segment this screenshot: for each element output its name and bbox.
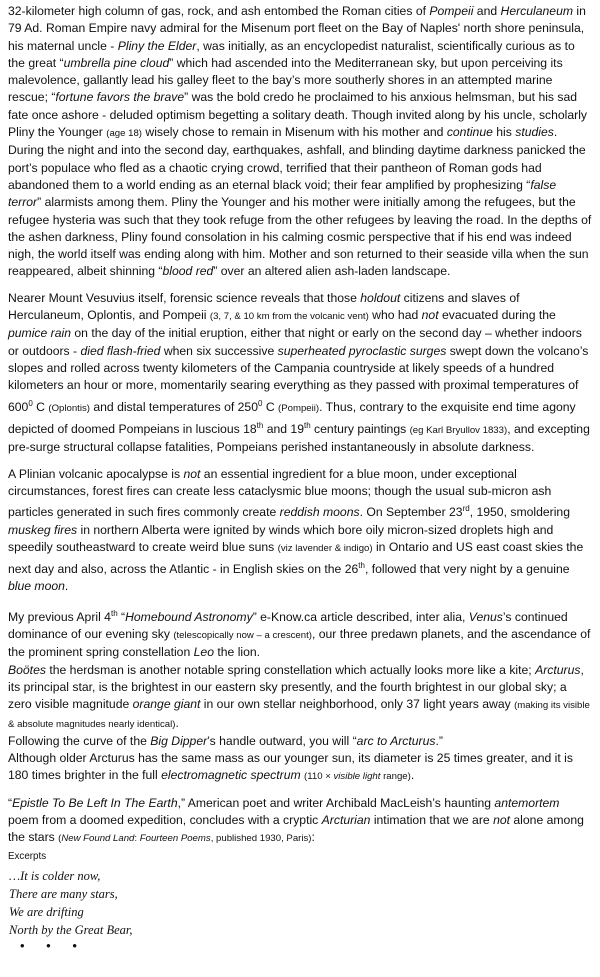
text-run: , was initially, as an encyclopedist naturalist, scientifically curious as to the great “	[8, 38, 575, 70]
text-run: century paintings	[310, 421, 410, 436]
poem-line: There are many stars,	[9, 886, 118, 901]
text-run: studies	[515, 125, 554, 140]
text-run: and distal temperatures of 250	[89, 399, 258, 414]
text-run: on the day of the initial eruption, either that night or early on the second day – whether indoors or outdoors -	[8, 326, 582, 358]
text-run: Venus	[468, 609, 503, 624]
text-run: not	[183, 466, 201, 481]
text-run: umbrella pine cloud	[63, 55, 170, 70]
text-run: 0	[258, 398, 263, 408]
text-run: , and excepting pre-surge structural collapse fatalities, Pompeians perished instantaneously in absolute darkness.	[8, 421, 590, 455]
text-run: , its principal star, is the brightest in our eastern sky presently, and the fourth brightest in our global sky; a zero visible magnitude	[8, 662, 584, 712]
text-run: Nearer Mount Vesuvius itself, forensic science reveals that those	[8, 290, 361, 305]
text-run: (age 18)	[106, 128, 142, 140]
text-run: Pompeii	[429, 4, 474, 18]
text-run: (Pompeii)	[278, 402, 320, 414]
text-run: Herculaneum	[500, 4, 573, 18]
text-run: holdout	[360, 290, 401, 305]
text-run: poem from a doomed expedition, concludes with a cryptic	[8, 813, 322, 828]
text-run: visible light	[333, 771, 381, 783]
text-run: 0	[28, 398, 33, 408]
text-run: Fourteen Poems	[139, 833, 211, 845]
text-run: ” e-Know.ca article described, inter alia,	[252, 609, 469, 624]
text-run: orange giant	[132, 697, 201, 712]
text-run: (telescopically now – a crescent)	[173, 630, 312, 642]
text-run: his	[492, 125, 516, 140]
text-run: Boötes	[8, 662, 46, 677]
text-run: Big Dipper	[150, 733, 208, 748]
text-run: continue	[446, 125, 493, 140]
text-run: Pliny the Elder	[117, 38, 197, 53]
paragraph-arcturus	[8, 605, 592, 786]
text-run: (Oplontis)	[48, 402, 90, 414]
text-run: Leo	[193, 645, 214, 660]
ellipsis-dots: • • •	[20, 938, 86, 954]
text-run: reddish moons	[279, 505, 360, 520]
text-run: ” over an altered alien ash-laden landscape.	[213, 264, 451, 279]
text-run: electromagnetic spectrum	[161, 768, 301, 783]
paragraph-epistle	[8, 795, 592, 848]
text-run: (viz lavender & indigo)	[277, 542, 373, 554]
text-run: the lion.	[213, 645, 261, 660]
text-run: not	[421, 308, 439, 323]
text-run: (making its visible & absolute magnitudes nearly identical)	[8, 700, 590, 730]
text-run: citizens and slaves of Herculaneum, Oplontis, and Pompeii	[8, 290, 520, 323]
text-run: ” alarmists among them. Pliny the Younger and his mother were initially among the refugees, but the refugee hysteria was such that they took refuge from the other refugees by leaving the road. In the depths of the ashen darkness, Pliny found consolation in his calming cosmic perspective that if his end was indeed nigh, the world itself was ending along with him. Mother and son returned to their seaside villa when the sun reappeared, albeit shinning “	[8, 195, 592, 279]
text-run: died flash-fried	[80, 343, 161, 358]
text-run: th	[110, 608, 118, 618]
paragraph-pliny	[8, 3, 592, 281]
text-run: alone among the stars	[8, 813, 584, 845]
text-run: (3, 7, & 10 km from the volcanic vent)	[209, 311, 369, 323]
text-run: A Plinian volcanic apocalypse is	[8, 466, 184, 481]
text-run: (	[58, 833, 62, 845]
text-run: Following the curve of the	[8, 733, 151, 748]
text-run: .	[410, 768, 415, 783]
text-run: th	[358, 561, 365, 571]
text-run: when six successive	[160, 343, 278, 358]
text-run: Although older Arcturus has the same mass as our younger sun, its diameter is 25 times greater, and it is 180 times brighter in the full	[8, 751, 573, 783]
text-run: .”	[435, 733, 443, 748]
text-run: swept down the volcano’s slopes and rolled across twenty kilometers of the Campania countryside at likely speeds of a hundred kilometers an hour or more, momentarily searing everything as they passed with proximal temperatures of 600	[8, 343, 589, 414]
text-run: and 19	[263, 421, 304, 436]
text-run: wisely chose to remain in Misenum with his mother and	[142, 125, 447, 140]
text-run: in 79 Ad. Roman Empire navy admiral for the Misenum port fleet on the Bay of Naples' north shore peninsula, his maternal uncle -	[8, 4, 586, 53]
text-run: who had	[368, 308, 422, 323]
text-run: (110 ×	[304, 771, 334, 783]
excerpt-label: Excerpts	[8, 850, 47, 862]
text-run: blood red	[162, 264, 214, 279]
text-run: false terror	[8, 177, 557, 210]
text-run: :	[134, 833, 140, 845]
paragraph-pyroclastic-surges	[8, 290, 592, 457]
poem-line: …It is colder now,	[9, 868, 101, 883]
text-run: :	[311, 830, 315, 845]
text-run: , 1950, smoldering	[469, 505, 570, 520]
text-run: “	[8, 795, 13, 810]
text-run: not	[493, 813, 511, 828]
text-run: th	[304, 420, 311, 430]
text-run: in northern Alberta were ignited by winds which bore oily micron-sized droplets high and speedily southeastward to create weird blue suns	[8, 522, 554, 554]
text-run: Arcturian	[321, 813, 371, 828]
text-run: fortune favors the brave	[55, 90, 185, 105]
text-run: , our three predawn planets, and the ascendance of the prominent spring constellation	[8, 627, 591, 660]
poem-line: North by the Great Bear,	[9, 923, 133, 938]
text-run: blue moon	[8, 579, 65, 594]
text-run: in Ontario and US east coast skies the next day and also, across the Atlantic - in English skies on the 26	[8, 539, 584, 577]
text-run: ” which had ascended into the Mediterranean sky, but upon perceiving its malevolence, gallantly lead his galley fleet to the bay’s more southerly shores in an attempted marine rescue; “	[8, 55, 563, 105]
text-run: . On September 23	[359, 505, 463, 520]
text-run: .	[175, 715, 179, 730]
text-run: and	[473, 4, 501, 18]
text-run: in our own stellar neighborhood, only 37 light years away	[200, 697, 515, 712]
text-run: . Thus, contrary to the exquisite end time agony depicted of doomed Pompeians in luscious 18	[8, 399, 576, 436]
text-run: , published 1930, Paris)	[210, 833, 312, 845]
text-run: , followed that very night by a genuine	[364, 562, 570, 577]
text-run: ’s handle outward, you will “	[207, 733, 357, 748]
text-run: rd	[462, 504, 470, 514]
text-run: Epistle To Be Left In The Earth	[12, 795, 178, 810]
text-run: intimation that we are	[370, 813, 494, 828]
text-run: the herdsman is another notable spring constellation which actually looks more like a kite;	[45, 662, 536, 677]
text-run: My previous April 4	[8, 609, 111, 624]
text-run: ,” American poet and writer Archibald MacLeish’s haunting	[177, 795, 495, 810]
text-run: “	[117, 609, 126, 624]
text-run: ’s continued dominance of our evening sky	[8, 609, 568, 642]
text-run: muskeg fires	[8, 522, 78, 537]
text-run: arc to Arcturus	[356, 733, 436, 748]
text-run: antemortem	[494, 795, 560, 810]
text-run: 32-kilometer high column of gas, rock, and ash entombed the Roman cities of	[8, 4, 430, 18]
poem-line: We are drifting	[9, 905, 84, 920]
text-run: . During the night and into the second day, earthquakes, ashfall, and blinding daytime darkness panicked the port’s populace who fled as a chaotic crying crowd, terrified that their pantheon of Roman gods had abandoned them to a world ending as an eternal black void; their fear amplified by prophesizing “	[8, 125, 586, 192]
poem-excerpt	[8, 867, 592, 954]
text-run: C	[262, 399, 279, 414]
text-run: evacuated during the	[438, 308, 556, 323]
text-run: Arcturus	[535, 662, 581, 677]
paragraph-blue-moon	[8, 466, 592, 596]
text-run: th	[256, 420, 264, 430]
text-run: ” was the bold credo he proclaimed to his anxious helmsman, but his sad fate once ashore - deluded optimism begetting a solitary death. Though invited along by his uncle, scholarly Pliny the Younger	[8, 90, 588, 140]
text-run: range)	[380, 771, 411, 783]
text-run: superheated pyroclastic surges	[277, 343, 447, 358]
text-run: C	[32, 399, 49, 414]
text-run: .	[64, 579, 69, 594]
text-run: an essential ingredient for a blue moon, under exceptional circumstances, forest fires can create less cataclysmic blue moons; though the usual sub-micron ash particles generated in such fires commonly create	[8, 466, 552, 520]
text-run: (eg Karl Bryullov 1833)	[409, 424, 508, 436]
text-run: New Found Land	[61, 833, 135, 845]
text-run: pumice rain	[8, 326, 71, 341]
text-run: Homebound Astronomy	[125, 609, 253, 624]
